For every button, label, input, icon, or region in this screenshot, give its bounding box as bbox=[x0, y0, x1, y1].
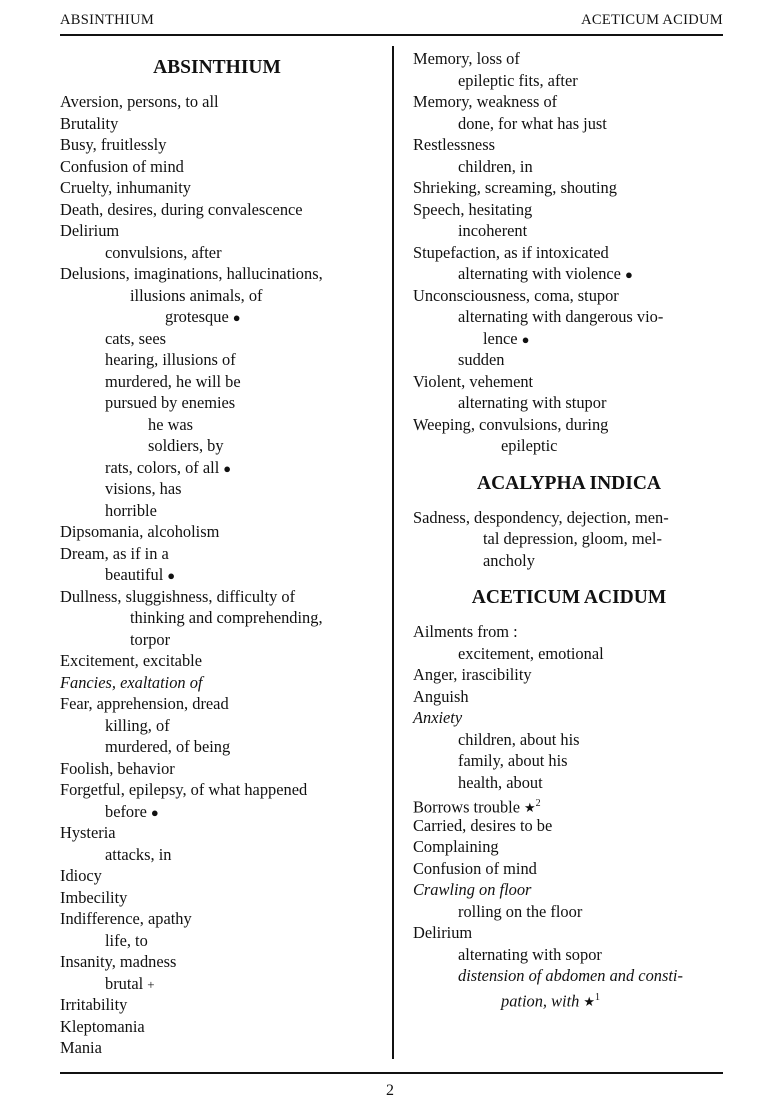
running-head bbox=[60, 12, 723, 32]
star-superscript: 1 bbox=[594, 991, 600, 1003]
continuation-line bbox=[60, 801, 374, 823]
rubric: Delirium bbox=[60, 221, 120, 240]
rubric: Memory, loss of bbox=[413, 49, 520, 68]
sub-rubric bbox=[60, 457, 374, 479]
sub-rubric bbox=[60, 973, 374, 995]
continuation-line: thinking and comprehending, bbox=[130, 608, 323, 627]
sub-rubric: attacks, in bbox=[105, 844, 172, 864]
continuation-text: lence bbox=[483, 328, 518, 348]
sub-rubric: cats, sees bbox=[105, 328, 166, 348]
rubric: Imbecility bbox=[60, 887, 128, 907]
running-head-left: ABSINTHIUM bbox=[60, 12, 155, 28]
sub-rubric: horrible bbox=[105, 500, 157, 520]
section-title-absinthium: ABSINTHIUM bbox=[153, 57, 281, 78]
section-title-acalypha: ACALYPHA INDICA bbox=[476, 472, 661, 494]
rubric: Death, desires, during convalescence bbox=[60, 199, 303, 219]
continuation-line: ancholy bbox=[483, 550, 535, 570]
rubric: Idiocy bbox=[60, 866, 102, 885]
sub-rubric: alternating with sopor bbox=[458, 944, 602, 964]
sub-rubric-text: beautiful bbox=[105, 565, 164, 584]
dot-marker: ● bbox=[223, 460, 232, 476]
rubric: Weeping, convulsions, during bbox=[413, 414, 609, 434]
sub-rubric: epileptic fits, after bbox=[458, 70, 578, 90]
rubric: Foolish, behavior bbox=[60, 758, 175, 778]
rubric: Violent, vehement bbox=[413, 371, 534, 391]
sub-rubric: life, to bbox=[105, 930, 148, 950]
rubric: Anxiety bbox=[413, 708, 463, 727]
rubric: Cruelty, inhumanity bbox=[60, 178, 191, 197]
rubric: Delusions, imaginations, hallucinations, bbox=[60, 264, 323, 283]
sub-rubric: health, about bbox=[458, 772, 543, 792]
sub-rubric: sudden bbox=[458, 350, 505, 369]
rubric: Hysteria bbox=[60, 823, 116, 842]
header-rule bbox=[60, 34, 723, 36]
continuation-line bbox=[413, 987, 725, 1009]
star-marker: ★ bbox=[583, 993, 595, 1009]
continuation-line: tal depression, gloom, mel- bbox=[483, 529, 662, 548]
rubric: Memory, weakness of bbox=[413, 92, 558, 111]
rubric: Stupefaction, as if intoxicated bbox=[413, 242, 609, 262]
sub-rubric-text: grotesque bbox=[165, 307, 229, 326]
sub-rubric: alternating with stupor bbox=[458, 393, 607, 412]
running-head-right: ACETICUM ACIDUM bbox=[581, 12, 723, 28]
sub-rubric: excitement, emotional bbox=[458, 643, 604, 663]
rubric: Unconsciousness, coma, stupor bbox=[413, 285, 619, 305]
rubric: Insanity, madness bbox=[60, 952, 177, 971]
rubric: Confusion of mind bbox=[413, 858, 537, 878]
rubric: Excitement, excitable bbox=[60, 651, 202, 670]
rubric: Anger, irascibility bbox=[413, 665, 532, 684]
continuation-line bbox=[413, 328, 725, 350]
rubric: Fancies, exaltation of bbox=[60, 672, 203, 692]
rubric: Dream, as if in a bbox=[60, 543, 169, 563]
rubric: Irritability bbox=[60, 995, 128, 1014]
sub-rubric: children, in bbox=[458, 156, 533, 176]
star-marker: ★ bbox=[523, 800, 536, 816]
rubric: Anguish bbox=[413, 686, 469, 706]
rubric: Aversion, persons, to all bbox=[60, 92, 219, 111]
sub-rubric bbox=[60, 306, 374, 328]
continuation-line: illusions animals, of bbox=[130, 285, 263, 305]
rubric: Crawling on floor bbox=[413, 880, 532, 899]
sub-rubric: children, about his bbox=[458, 729, 580, 749]
sub-rubric: killing, of bbox=[105, 715, 170, 735]
rubric: Confusion of mind bbox=[60, 156, 184, 176]
rubric: Kleptomania bbox=[60, 1016, 145, 1036]
sub-rubric-text: alternating with violence bbox=[458, 264, 621, 283]
star-superscript: 2 bbox=[535, 798, 541, 809]
right-column bbox=[413, 48, 725, 1008]
dot-marker: ● bbox=[167, 568, 176, 583]
sub-sub-rubric: soldiers, by bbox=[148, 436, 224, 455]
sub-rubric: alternating with dangerous vio- bbox=[458, 307, 664, 326]
plus-marker: + bbox=[147, 976, 155, 992]
sub-rubric: epileptic bbox=[501, 436, 558, 455]
rubric: Brutality bbox=[60, 113, 119, 133]
sub-rubric: incoherent bbox=[458, 221, 528, 240]
rubric: Restlessness bbox=[413, 135, 495, 154]
dot-marker: ● bbox=[232, 310, 241, 325]
continuation-text: before bbox=[105, 801, 147, 821]
rubric: Dullness, sluggishness, difficulty of bbox=[60, 586, 296, 606]
rubric bbox=[413, 793, 725, 815]
sub-rubric bbox=[413, 263, 725, 285]
column-divider bbox=[392, 46, 394, 1059]
section-title-aceticum: ACETICUM ACIDUM bbox=[471, 587, 667, 608]
sub-rubric: pursued by enemies bbox=[105, 393, 236, 412]
footer-rule bbox=[60, 1072, 723, 1074]
sub-rubric: convulsions, after bbox=[105, 242, 222, 262]
dot-marker: ● bbox=[150, 804, 159, 820]
left-column bbox=[60, 48, 374, 1059]
rubric: Ailments from : bbox=[413, 622, 518, 641]
rubric: Sadness, despondency, dejection, men- bbox=[413, 507, 669, 527]
rubric: Forgetful, epilepsy, of what happened bbox=[60, 780, 308, 799]
sub-rubric: done, for what has just bbox=[458, 113, 607, 133]
rubric: Shrieking, screaming, shouting bbox=[413, 178, 617, 197]
rubric: Busy, fruitlessly bbox=[60, 135, 167, 154]
rubric: Fear, apprehension, dread bbox=[60, 694, 229, 713]
dot-marker: ● bbox=[521, 331, 530, 347]
sub-rubric: murdered, of being bbox=[105, 737, 231, 756]
sub-rubric-text: rats, colors, of all bbox=[105, 457, 220, 477]
rubric: Speech, hesitating bbox=[413, 199, 533, 219]
sub-rubric bbox=[60, 564, 374, 586]
sub-rubric: visions, has bbox=[105, 479, 182, 498]
sub-sub-rubric: he was bbox=[148, 414, 194, 434]
rubric: Complaining bbox=[413, 837, 499, 856]
rubric: Mania bbox=[60, 1038, 102, 1057]
sub-rubric-text: brutal bbox=[105, 973, 144, 993]
rubric: Delirium bbox=[413, 923, 473, 942]
rubric-text: Borrows trouble bbox=[413, 797, 520, 817]
rubric: Carried, desires to be bbox=[413, 815, 553, 835]
sub-rubric: murdered, he will be bbox=[105, 371, 241, 391]
continuation-text: pation, with bbox=[501, 990, 580, 1010]
page-number: 2 bbox=[386, 1082, 394, 1099]
sub-rubric: distension of abdomen and consti- bbox=[458, 966, 683, 985]
continuation-line: torpor bbox=[130, 629, 171, 649]
rubric: Indifference, apathy bbox=[60, 909, 192, 928]
dot-marker: ● bbox=[624, 267, 633, 282]
sub-rubric: rolling on the floor bbox=[458, 901, 583, 921]
rubric: Dipsomania, alcoholism bbox=[60, 522, 220, 541]
sub-rubric: family, about his bbox=[458, 751, 568, 770]
sub-rubric: hearing, illusions of bbox=[105, 350, 236, 369]
